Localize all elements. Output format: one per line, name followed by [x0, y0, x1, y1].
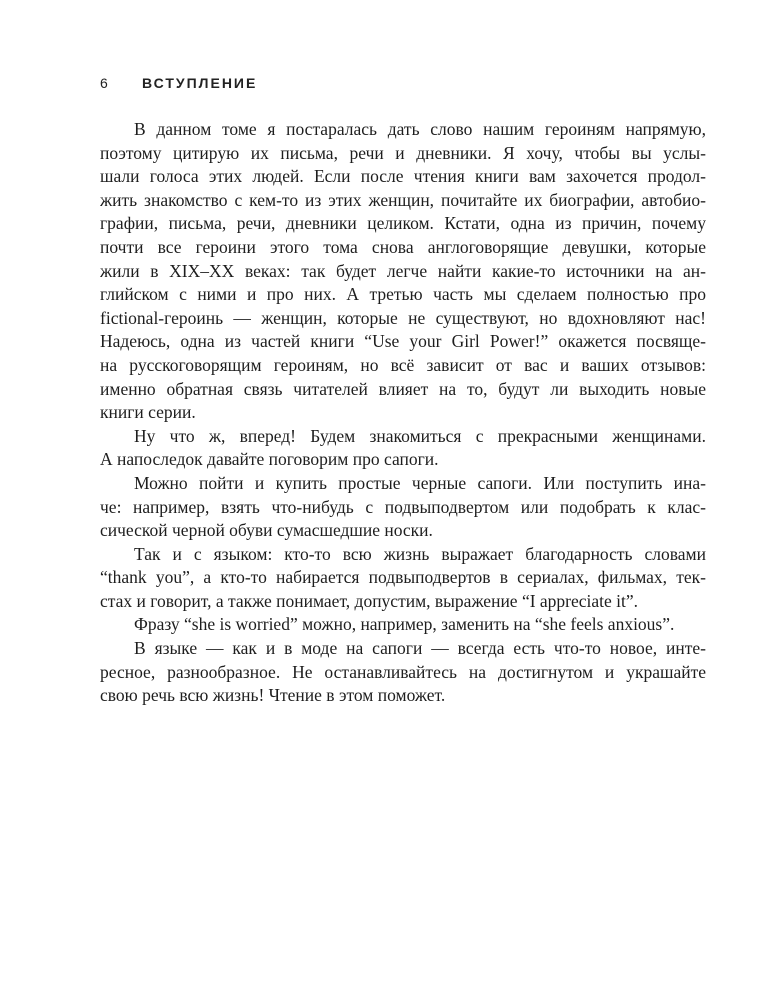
text-line: Фразу “she is worried” можно, например, заменить на “she feels anxious”. — [134, 614, 675, 635]
paragraph — [100, 118, 706, 425]
paragraph — [100, 637, 706, 708]
text-line: fictional-героинь — женщин, которые не существуют, но вдохновляют нас! — [100, 307, 706, 328]
text-line: именно обратная связь читателей влияет на то, будут ли выходить новые — [100, 378, 706, 399]
text-line: че: например, взять что-нибудь с подвыподвертом или подобрать к клас- — [100, 496, 706, 517]
text-line: книги серии. — [100, 402, 196, 423]
text-line: ресное, разнообразное. Не останавливайтесь на достигнутом и украшайте — [100, 661, 706, 682]
paragraph — [100, 472, 706, 543]
text-line: стах и говорит, а также понимает, допустим, выражение “I appreciate it”. — [100, 590, 639, 611]
paragraph — [100, 425, 706, 472]
text-line: В языке — как и в моде на сапоги — всегда есть что-то новое, инте- — [134, 638, 706, 659]
text-line: поэтому цитирую их письма, речи и дневники. Я хочу, чтобы вы услы- — [100, 142, 706, 163]
text-line: Можно пойти и купить простые черные сапоги. Или поступить ина- — [134, 472, 706, 493]
section-title: ВСТУПЛЕНИЕ — [142, 75, 258, 91]
text-line: жили в XIX–XX веках: так будет легче найти какие-то источники на ан- — [100, 260, 706, 281]
running-header — [100, 74, 257, 92]
text-line: А напоследок давайте поговорим про сапоги. — [100, 449, 439, 470]
text-line: жить знакомство с кем-то из этих женщин, почитайте их биографии, автобио- — [100, 189, 706, 210]
text-line: Так и с языком: кто-то всю жизнь выражает благодарность словами — [134, 543, 706, 564]
text-line: “thank you”, а кто-то набирается подвыподвертов в сериалах, фильмах, тек- — [100, 567, 706, 588]
text-line: сической черной обуви сумасшедшие носки. — [100, 520, 433, 541]
body-text — [100, 118, 706, 708]
text-line: на русскоговорящим героиням, но всё зависит от вас и ваших отзывов: — [100, 354, 706, 375]
paragraph — [100, 543, 706, 614]
paragraph — [100, 613, 706, 637]
text-line: почти все героини этого тома снова англоговорящие девушки, которые — [100, 236, 706, 257]
text-line: Надеюсь, одна из частей книги “Use your Girl Power!” окажется посвяще- — [100, 331, 706, 352]
page-number: 6 — [100, 75, 108, 91]
text-line: графии, письма, речи, дневники целиком. Кстати, одна из причин, почему — [100, 213, 706, 234]
text-line: свою речь всю жизнь! Чтение в этом поможет. — [100, 685, 446, 706]
text-line: Ну что ж, вперед! Будем знакомиться с прекрасными женщинами. — [134, 425, 706, 446]
text-line: В данном томе я постаралась дать слово нашим героиням напрямую, — [134, 119, 706, 139]
text-line: шали голоса этих людей. Если после чтения книги вам захочется продол- — [100, 166, 706, 187]
text-line: глийском с ними и про них. А третью часть мы сделаем полностью про — [100, 284, 706, 305]
